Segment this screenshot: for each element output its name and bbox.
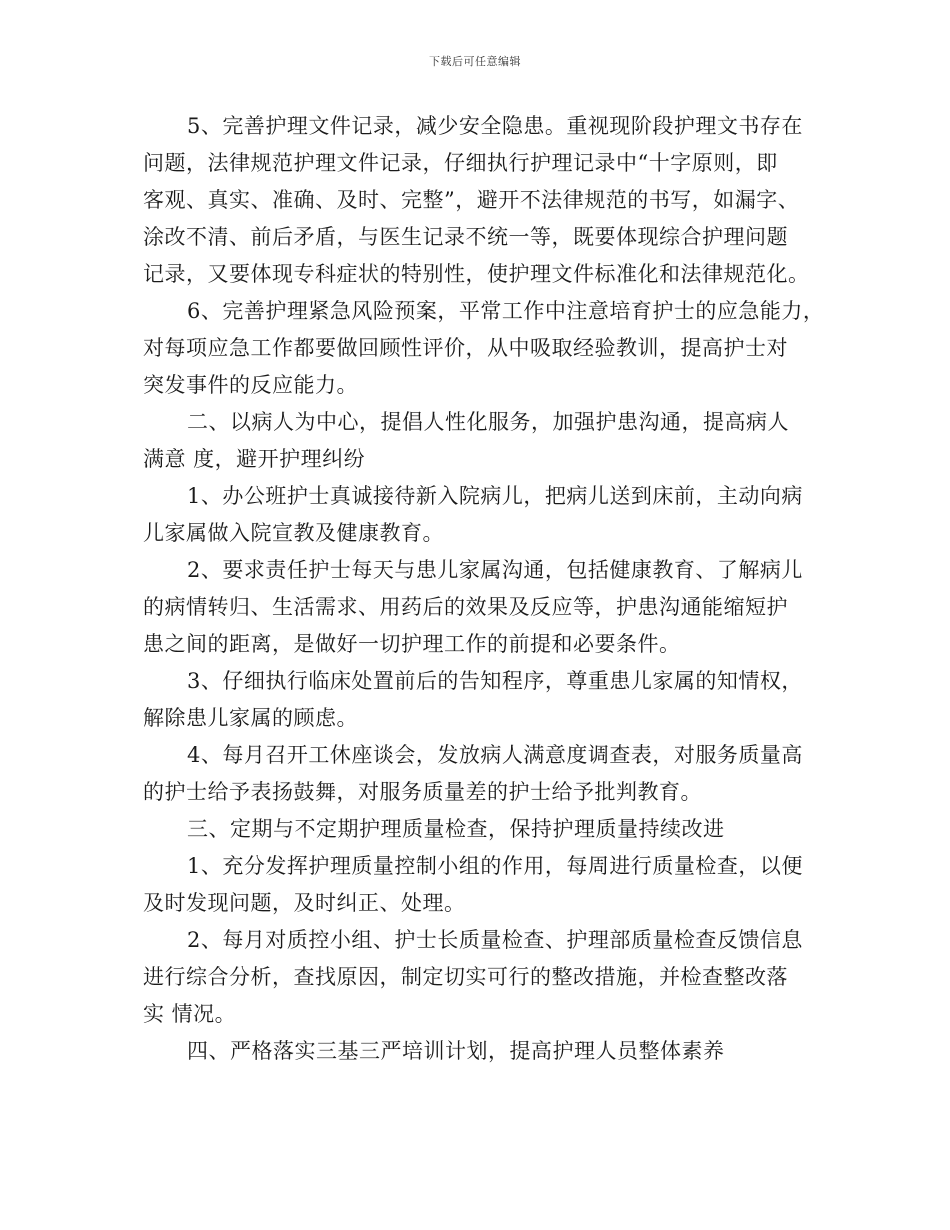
document-body [143, 108, 823, 1070]
paragraph-line: 的护士给予表扬鼓舞，对服务质量差的护士给予批判教育。 [143, 780, 702, 804]
paragraph-line: 对每项应急工作都要做回顾性评价，从中吸取经验教训，提高护士对 [143, 336, 788, 360]
section-heading-line: 满意 度，避开护理纠纷 [143, 447, 366, 471]
paragraph-line: 的病情转归、生活需求、用药后的效果及反应等，护患沟通能缩短护 [143, 595, 788, 619]
paragraph-line: 2、每月对质控小组、护士长质量检查、护理部质量检查反馈信息 [187, 928, 803, 952]
section-heading-line: 四、严格落实三基三严培训计划，提高护理人员整体素养 [187, 1039, 725, 1063]
header-note: 下载后可任意编辑 [429, 55, 521, 68]
paragraph-line: 1、办公班护士真诚接待新入院病儿，把病儿送到床前，主动向病 [187, 484, 803, 508]
paragraph-line: 解除患儿家属的顾虑。 [143, 706, 358, 730]
paragraph-line: 6、完善护理紧急风险预案，平常工作中注意培育护士的应急能力， [187, 299, 825, 323]
paragraph-line: 记录，又要体现专科症状的特别性，使护理文件标准化和法律规范化。 [143, 262, 810, 286]
paragraph-line: 突发事件的反应能力。 [143, 373, 358, 397]
paragraph-line: 2、要求责任护士每天与患儿家属沟通，包括健康教育、了解病儿 [187, 558, 803, 582]
paragraph-line: 及时发现问题，及时纠正、处理。 [143, 891, 466, 915]
paragraph-line: 客观、真实、准确、及时、完整”，避开不法律规范的书写，如漏字、 [143, 188, 800, 212]
paragraph-line: 问题，法律规范护理文件记录，仔细执行护理记录中“十字原则，即 [143, 151, 778, 175]
paragraph-line: 5、完善护理文件记录，减少安全隐患。重视现阶段护理文书存在 [187, 114, 803, 138]
paragraph-line: 3、仔细执行临床处置前后的告知程序，尊重患儿家属的知情权， [187, 669, 803, 693]
paragraph-line: 儿家属做入院宣教及健康教育。 [143, 521, 444, 545]
section-heading-line: 二、以病人为中心，提倡人性化服务，加强护患沟通，提高病人 [187, 410, 789, 434]
section-heading-line: 三、定期与不定期护理质量检查，保持护理质量持续改进 [187, 817, 725, 841]
paragraph-line: 实 情况。 [143, 1002, 237, 1026]
paragraph-line: 涂改不清、前后矛盾，与医生记录不统一等，既要体现综合护理问题 [143, 225, 788, 249]
paragraph-line: 1、充分发挥护理质量控制小组的作用，每周进行质量检查，以便 [187, 854, 803, 878]
paragraph-line: 进行综合分析，查找原因，制定切实可行的整改措施，并检查整改落 [143, 965, 788, 989]
paragraph-line: 患之间的距离，是做好一切护理工作的前提和必要条件。 [143, 632, 681, 656]
paragraph-line: 4、每月召开工休座谈会，发放病人满意度调查表，对服务质量高 [187, 743, 803, 767]
